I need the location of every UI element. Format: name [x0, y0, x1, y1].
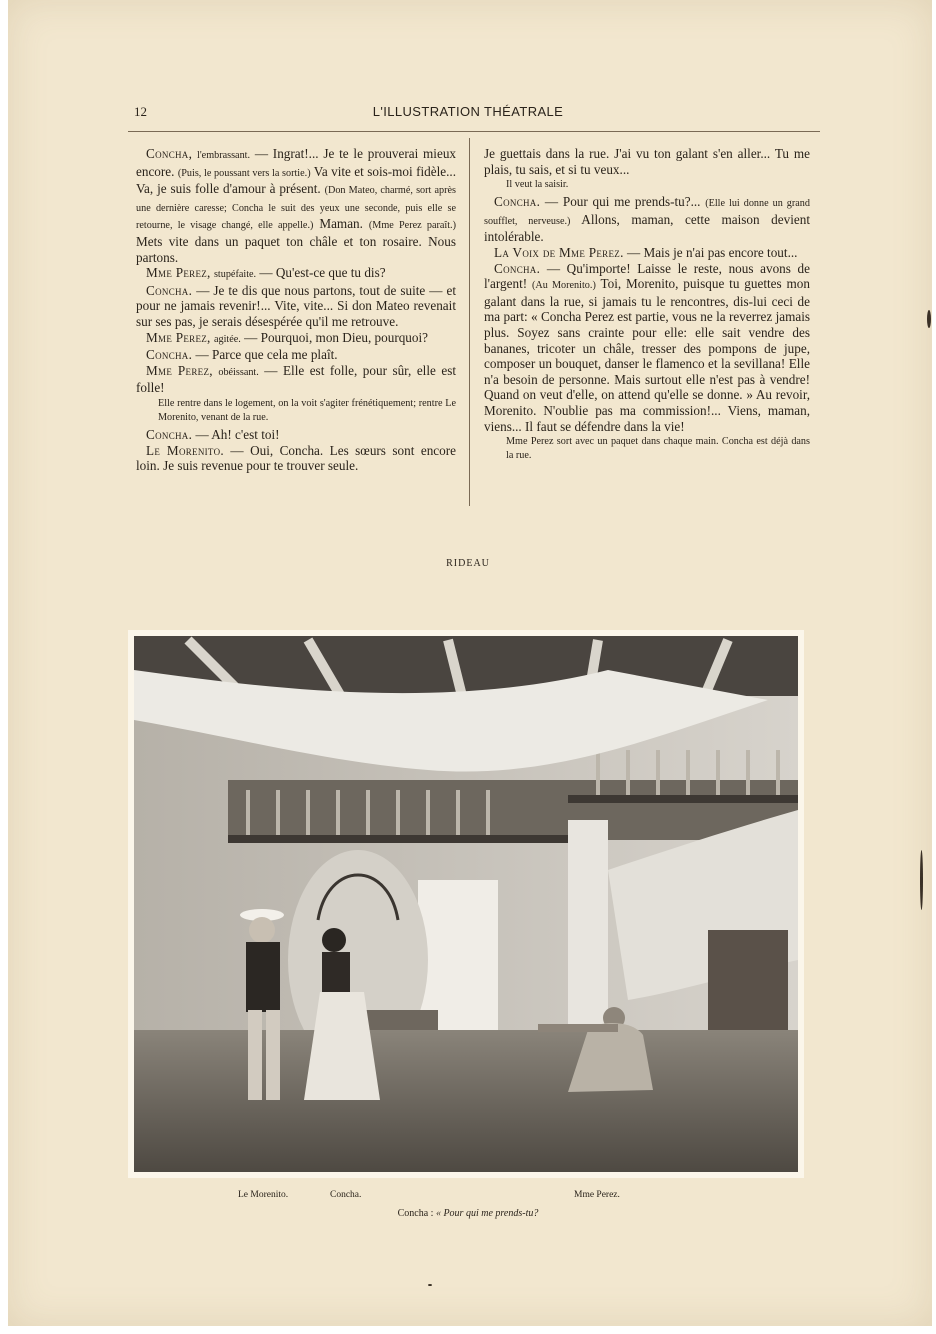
courtyard-floor [134, 1030, 798, 1172]
header-rule [128, 131, 820, 132]
stage-photograph [128, 630, 804, 1178]
stage-direction: stupéfaite. [213, 269, 257, 281]
speaker: Mme Perez, [146, 362, 213, 378]
left-column [136, 146, 456, 474]
caption-name-perez: Mme Perez. [574, 1190, 620, 1200]
speaker: Concha. [494, 194, 541, 210]
paragraph-perez-1 [136, 265, 456, 283]
photo-illustration [128, 630, 804, 1178]
speaker: Concha. [494, 260, 541, 276]
speech-text: Maman. [313, 216, 369, 232]
speaker: Mme Perez, [146, 329, 211, 345]
curtain-label: RIDEAU [446, 558, 490, 569]
stage-direction-block: Il veut la saisir. [506, 179, 569, 191]
speech-text: Allons, maman, cette maison devient intolérable. [484, 211, 810, 245]
scan-mark [920, 850, 923, 910]
speaker: La Voix de Mme Perez. [494, 244, 624, 260]
stage-direction-block: Elle rentre dans le logement, on la voit s'agiter frénétiquement; rentre Le Morenito, venant de la rue. [158, 397, 456, 423]
speech-text: — Qu'est-ce que tu dis? [256, 265, 386, 281]
stage-direction: (Don Mateo, charmé, sort après une dernière caresse; Concha le suit des yeux une seconde, puis elle se retourne, le visage changé, elle appelle.) [136, 185, 456, 232]
caption-name-concha: Concha. [330, 1190, 362, 1200]
stage-direction: (Mme Perez paraît.) [368, 220, 456, 232]
speech-text: — Ah! c'est toi! [192, 426, 280, 442]
speech-text: Mets vite dans un paquet ton châle et ton rosaire. Nous partons. [136, 233, 456, 265]
speech-text: — Oui, Concha. Les sœurs sont encore loin. Je suis revenue pour te trouver seule. [136, 442, 456, 474]
speech-text: — Je te dis que nous partons, tout de suite — et pour ne jamais revenir!... Vite, vite... Si don Mateo revenait sur ses pas, je serais désespérée qu'il me retrouve. [136, 282, 456, 329]
speaker: Concha. [146, 426, 193, 442]
speech-text: — Parce que cela me plaît. [192, 347, 338, 363]
speech-text: — Ingrat!... Je te le prouverai mieux encore. [136, 146, 457, 179]
speech-text: Toi, Morenito, puisque tu guettes mon galant dans la rue, si jamais tu le rencontres, dis-lui ceci de ma part: « Concha Perez est partie, vous ne la reverrez jamais plus. Soyez sans crainte pour elle: elle sait vendre des bananes, tricoter un châle, tresser des pompons de jupe, composer un bouquet, danser le flamenco et la sevillana! Elle n'a besoin de personne. Mais surtout elle n'est pas à vendre! Quand on veut d'elle, on attend qu'elle se donne. » Au revoir, Morenito. N'oublie pas ma commission!... Viens, maman, viens... Il faut se défendre dans la vie! [484, 276, 810, 434]
stage-direction: (Puis, le poussant vers la sortie.) [177, 167, 311, 179]
paragraph-morenito [136, 443, 456, 474]
speaker: Concha. [146, 282, 193, 298]
right-column [484, 146, 810, 465]
stage-direction: l'embrassant. [197, 150, 251, 161]
stage-direction-block: Mme Perez sort avec un paquet dans chaque main. Concha est déjà dans la rue. [506, 436, 810, 462]
photo-caption [0, 1208, 936, 1219]
speech-text: — Elle est folle, pour sûr, elle est folle! [136, 362, 457, 396]
paragraph-morenito-cont: Je guettais dans la rue. J'ai vu ton galant s'en aller... Tu me plais, tu sais, et si tu veux... [484, 146, 810, 177]
caption-name-morenito: Le Morenito. [238, 1190, 289, 1200]
paragraph-voice-perez [484, 245, 810, 261]
speech-text: Va vite et sois-moi fidèle... Va, je suis folle d'amour à présent. [136, 163, 457, 197]
speaker: Concha, [146, 146, 193, 161]
stage-direction: agitée. [213, 333, 241, 345]
stage-direction: obéissant. [218, 366, 259, 378]
column-divider [469, 138, 470, 506]
page-header [0, 104, 936, 126]
paragraph-concha-2 [136, 283, 456, 330]
speaker: Le Morenito. [146, 442, 224, 458]
stage-direction: (Elle lui donne un grand soufflet, nerveuse.) [484, 198, 810, 227]
scan-mark [428, 1284, 432, 1286]
speech-text: — Pour qui me prends-tu?... [540, 194, 706, 210]
speech-text: — Pourquoi, mon Dieu, pourquoi? [240, 329, 429, 345]
paragraph-concha-3 [136, 347, 456, 363]
paragraph-concha-5 [484, 194, 810, 245]
speaker: Mme Perez, [146, 265, 211, 281]
paragraph-concha-1 [136, 146, 456, 265]
speech-text: — Qu'importe! Laisse le reste, nous avons de l'argent! [484, 260, 810, 292]
photo-caption-names [0, 1190, 936, 1204]
speaker: Concha. [146, 347, 193, 363]
running-title: L'ILLUSTRATION THÉATRALE [372, 104, 564, 119]
caption-label: Concha : [397, 1208, 436, 1219]
scan-mark [927, 310, 931, 328]
speech-text: — Mais je n'ai pas encore tout... [623, 244, 798, 260]
paragraph-concha-6 [484, 261, 810, 435]
paragraph-perez-3 [136, 363, 456, 396]
page-number: 12 [134, 104, 147, 119]
balcony [228, 780, 798, 840]
paragraph-concha-4 [136, 427, 456, 443]
paragraph-perez-2 [136, 330, 456, 348]
caption-quote: « Pour qui me prends-tu? [435, 1208, 539, 1219]
stage-direction: (Au Morenito.) [532, 280, 596, 292]
